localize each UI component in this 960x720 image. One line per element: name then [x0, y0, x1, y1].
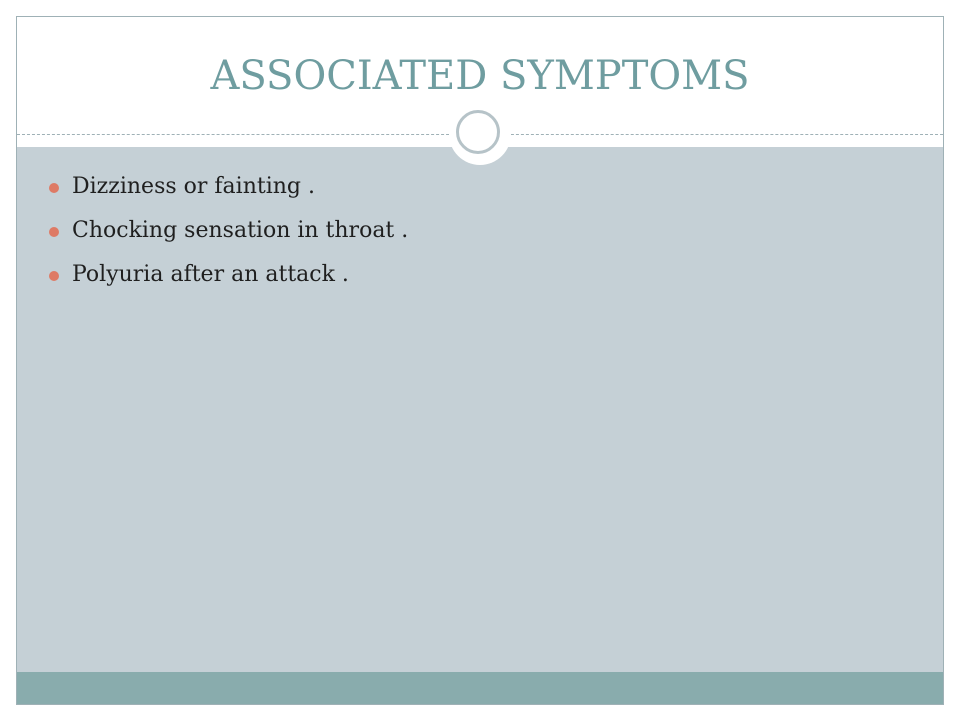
bullet-text: Polyuria after an attack . — [72, 262, 349, 287]
bullet-dot-icon — [49, 271, 59, 281]
bullet-text: Dizziness or fainting . — [72, 174, 315, 199]
slide-title: ASSOCIATED SYMPTOMS — [210, 53, 750, 99]
bullet-item — [49, 169, 408, 213]
bullet-item — [49, 213, 408, 257]
slide — [16, 16, 944, 705]
circle-ornament-ring — [456, 110, 500, 154]
bullet-item — [49, 257, 408, 301]
bullet-text: Chocking sensation in throat . — [72, 218, 409, 243]
footer-band — [17, 672, 943, 704]
bullet-dot-icon — [49, 183, 59, 193]
bullet-dot-icon — [49, 227, 59, 237]
bullet-list — [49, 169, 408, 301]
